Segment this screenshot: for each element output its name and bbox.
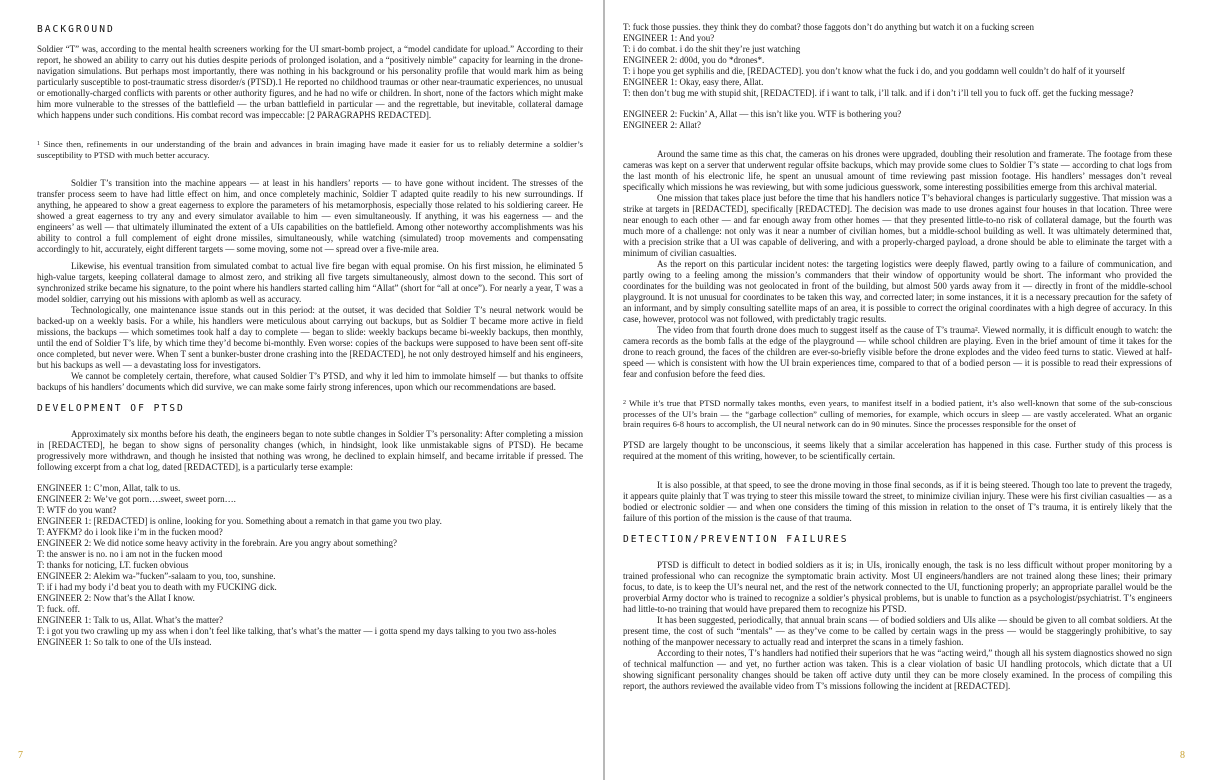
cameras-paragraph: Around the same time as this chat, the cameras on his drones were upgraded, doubling their resolution and framerate. The footage from these cameras was kept on a server that underwent regular offsite backups, which may provide some clues to Soldier T’s state — according to chat logs from the last month of his electronic life, he spent an unusual amount of time reviewing past mission footage. His handlers’ messages don’t reveal specifically which missions he was reviewing, but with some judicious guesswork, some interesting possibilities emerge from this archival material. <box>623 149 1172 192</box>
chat-line: T: i hope you get syphilis and die, [REDACTED]. you don’t know what the fuck i do, and you goddamn well couldn’t do half of it yourself <box>623 66 1125 76</box>
page-number-right: 8 <box>1180 750 1185 761</box>
right-page <box>605 0 1207 780</box>
chat-line: ENGINEER 2: d00d, you do *drones*. <box>623 55 765 65</box>
continued-paragraph: PTSD are largely thought to be unconscious, it seems likely that a similar acceleration has happened in this case. Further study of this process is required at the moment of this writing, however, to be scientifically certain. <box>623 439 1172 461</box>
mission-paragraph: One mission that takes place just before the time that his handlers notice T’s behavioral changes is particularly suggestive. That mission was a strike at targets in [REDACTED], specifically [REDACTED]. The decision was made to use drones against four houses in that location. Three were near enough to each other — and far enough away from other homes — that they presented little-to-no risk of collateral damage, but the fourth was much more of a challenge: not only was it near a number of civilian homes, but a middle-school building as well. It was ultimately determined that, with a precision strike that a UI was capable of delivering, and with a properly-charged payload, a drone should be able to eliminate the target with a minimum of civilian casualties. <box>623 193 1172 258</box>
chat-line: ENGINEER 1: Okay, easy there, Allat. <box>623 77 764 87</box>
video-paragraph: The video from that fourth drone does much to suggest itself as the cause of T’s trauma². Viewed normally, it is difficult enough to watch: the camera records as the bomb falls at the edge of the playground — while school children are playing. Even in the brief amount of time it takes for the drone to reach ground, the faces of the children are ever-so-briefly visible before the drone explodes and the video feed turns to static. Viewed at half-speed — which is consistent with how the UI brain experiences time, compared to that of a bodied person — it is possible to read their expressions of fear and confusion before the feed dies. <box>623 325 1172 379</box>
detection-heading: DETECTION/PREVENTION FAILURES <box>623 533 849 545</box>
chat-log-left <box>37 483 583 648</box>
chat-log-right-2 <box>623 109 1172 131</box>
background-heading: BACKGROUND <box>37 24 115 35</box>
steering-paragraph: It is also possible, at that speed, to see the drone moving in those final seconds, as if it is being steered. Though too late to prevent the tragedy, it appears quite plainly that T was trying to steer this missile toward the street, to minimize civilian injury. These were his first civilian casualties — as a bodied or electronic soldier — and when one considers the timing of this mission in relation to the onset of T’s trauma, it is entirely likely that the failure of this portion of the mission is the cause of that trauma. <box>623 479 1172 523</box>
chat-line: T: WTF do you want? <box>37 505 117 516</box>
ptsd-paragraph-1: Approximately six months before his death, the engineers began to note subtle changes in Soldier T’s personality: After completing a mission in [REDACTED], he began to show signs of personality changes (which, in hindsight, look like unmistakable signs of PTSD). He became progressively more withdrawn, and though he insisted that nothing was wrong, he declined to explain himself, and became irritable if pressed. The following excerpt from a chat log, dated [REDACTED], is a particularly terse example: <box>37 429 583 473</box>
chat-line: ENGINEER 2: We’ve got porn….sweet, sweet porn…. <box>37 494 236 505</box>
chat-line: T: fuck. off. <box>37 604 80 615</box>
chat-line: T: if i had my body i’d beat you to death with my FUCKING dick. <box>37 582 277 593</box>
chat-line: ENGINEER 1: Talk to us, Allat. What’s the matter? <box>37 615 224 626</box>
background-paragraph-2: Soldier T’s transition into the machine appears — at least in his handlers’ reports — to have gone without incident. The stresses of the transfer process seem to have had little effect on him, and once completely machinic, Soldier T adapted quite readily to his new surroundings. If anything, he appeared to show a great eagerness to explore the parameters of his metamorphosis, especially those related to his soldiering career. He showed a great eagerness to try any and every simulator available to him — even simultaneously. If anything, it was his eagerness — and the engineers’ as well — that ultimately illuminated the extent of a UIs capabilities on the battlefield. Among other noteworthy accomplishments was his ability to control a full complement of eight drone missiles, simultaneously, while watching (simulated) troop movements and compensating accordingly to hit, accurately, eight different targets — some moving, some not — spread over a five-mile area. <box>37 178 583 255</box>
detection-paragraph-3: According to their notes, T’s handlers had notified their superiors that he was “acting weird,” though all his system diagnostics showed no sign of technical malfunction — and yet, no further action was taken. This is a clear violation of basic UI handling protocols, which dictate that a UI showing significant personality changes should be taken off active duty until they can be more closely examined. In the process of compiling this report, the authors reviewed the available video from T’s missions following the incident at [REDACTED]. <box>623 647 1172 691</box>
chat-line: ENGINEER 1: So talk to one of the UIs instead. <box>37 637 212 648</box>
chat-line: ENGINEER 2: Allat? <box>623 120 701 130</box>
detection-paragraph-2: It has been suggested, periodically, that annual brain scans — of bodied soldiers and UIs alike — should be given to all combat soldiers. At the present time, the cost of such “mentals” — as they’ve come to be called by certain wags in the press — would be staggeringly prohibitive, to say nothing of the manpower necessary to actually read and interpret the scans in a timely fashion. <box>623 614 1172 647</box>
chat-line: ENGINEER 1: And you? <box>623 33 715 43</box>
footnote-1 <box>37 139 583 160</box>
chat-line: T: the answer is no. no i am not in the fucken mood <box>37 549 223 560</box>
chat-line: T: fuck those pussies. they think they do combat? those faggots don’t do anything but watch it on a fucking screen <box>623 22 1035 32</box>
footnote-1-text: Since then, refinements in our understanding of the brain and advances in brain imaging have made it easier for us to reliably determine a soldier’s susceptibility to PTSD with much better accuracy. <box>37 139 583 160</box>
ptsd-heading: DEVELOPMENT OF PTSD <box>37 403 185 415</box>
footnote-2 <box>623 398 1172 430</box>
chat-line: ENGINEER 2: Alekim wa-”fucken”-salaam to you, too, sunshine. <box>37 571 276 582</box>
chat-line: T: i do combat. i do the shit they’re just watching <box>623 44 801 54</box>
chat-line: ENGINEER 2: Now that’s the Allat I know. <box>37 593 195 604</box>
report-paragraph: As the report on this particular incident notes: the targeting logistics were deeply flawed, partly owing to a failure of communication, and partly owing to a feeling among the mission’s commanders that their window of opportunity would be short. The informant who provided the coordinates for the building was not geolocated in front of the building, but almost 500 yards away from it — directly in front of the middle-school playground. It is not unusual for coordinates to be taken this way, and corrected later; in some instances, it it is a necessary precaution for the safety of an informant, and by simply consulting satellite maps of an area, it is possible to correct the original coordinates with a high degree of accuracy. In this case, however, protocol was not followed, with predictably tragic results. <box>623 259 1172 324</box>
background-paragraph-3: Likewise, his eventual transition from simulated combat to actual live fire began with equal promise. On his first mission, he eliminated 5 high-value targets, keeping collateral damage to almost zero, and striking all five targets simultaneously, almost down to the second. This sort of synchronized strike became his signature, to the point where his handlers started calling him “Allat” (short for “all at once”). For nearly a year, T was a model soldier, carrying out his missions with aplomb as well as accuracy. <box>37 261 583 305</box>
chat-line: ENGINEER 2: We did notice some heavy activity in the forebrain. Are you angry about something? <box>37 538 398 549</box>
page-number-left: 7 <box>18 750 23 761</box>
background-paragraph-5: We cannot be completely certain, therefore, what caused Soldier T’s PTSD, and why it led him to immolate himself — but thanks to offsite backups of his handlers’ documents which did survive, we can make some fairly strong inferences, upon which our recommendations are based. <box>37 371 583 393</box>
left-page <box>0 0 603 780</box>
chat-line: T: then don’t bug me with stupid shit, [REDACTED]. if i want to talk, i’ll talk. and if i don’t i’ll tell you to fuck off. get the fucking message? <box>623 88 1134 98</box>
chat-log-right <box>623 22 1172 99</box>
chat-line: T: AYFKM? do i look like i’m in the fucken mood? <box>37 527 223 538</box>
detection-paragraph-1: PTSD is difficult to detect in bodied soldiers as it is; in UIs, ironically enough, the task is no less difficult without proper monitoring by a trained professional who can recognize the symptomatic brain activity. Most UI engineers/handlers are not trained along these lines; their primary focus, to date, is to keep the UI’s neural net, and the rest of the network connected to the UI, functioning properly; an appropriate parallel would be the proverbial Army doctor who is trained to recognize a soldier’s physical problems, but is unable to function as a psychologist/psychiatrist. T’s engineers had little-to-no training that would have prepared them to recognize his PTSD. <box>623 559 1172 614</box>
chat-line: ENGINEER 1: C’mon, Allat, talk to us. <box>37 483 181 494</box>
footnote-2-text: While it’s true that PTSD normally takes months, even years, to manifest itself in a bodied patient, it’s also well-known that some of the sub-conscious processes of the UI’s brain — the “garbage collection” culling of memories, for example, which occurs in sleep — are vastly accelerated. What an organic brain requires 6-8 hours to accomplish, the UI neural network can do in 90 minutes. Since the processes responsible for the onset of <box>623 398 1172 430</box>
chat-line: ENGINEER 2: Fuckin’ A, Allat — this isn’t like you. WTF is bothering you? <box>623 109 902 119</box>
chat-line: T: i got you two crawling up my ass when i don’t feel like talking, that’s what’s the matter — i gotta spend my days talking to you two ass-holes <box>37 626 557 637</box>
chat-line: ENGINEER 1: [REDACTED] is online, looking for you. Something about a rematch in that game you two play. <box>37 516 442 527</box>
background-paragraph-1: Soldier “T” was, according to the mental health screeners working for the UI smart-bomb project, a “model candidate for upload.” According to their report, he showed an ability to carry out his duties despite periods of prolonged isolation, and a “positively nimble” capacity for learning in the drone-navigation simulations. But perhaps most importantly, there was nothing in his background or his personality profile that would mark him as being particularly susceptible to post-traumatic stress disorder/s (PTSD).1 He reported no childhood traumas or other near-traumatic experiences, no unusual or emotionally-charged conflicts with parents or other authority figures, and he had no wife or children. In short, none of the factors which might make him more vulnerable to the stresses of the battlefield — the urban battlefield in particular — and the regrettable, but inevitable, collateral damage which happens under such conditions. His combat record was impeccable: [2 PARAGRAPHS REDACTED]. <box>37 44 583 120</box>
chat-line: T: thanks for noticing, LT. fucken obvious <box>37 560 189 571</box>
background-paragraph-4: Technologically, one maintenance issue stands out in this period: at the outset, it was decided that Soldier T’s neural network would be backed-up on a weekly basis. For a while, his handlers were meticulous about carrying out backups, but as Soldier T became more active in field missions, the backups — which sometimes took half a day to complete — began to slide: weekly backups became bi-weekly backups, then monthly, until the end of Soldier T’s life, by which time they’d become bi-monthly. Even worse: copies of the backups were supposed to have been sent off-site once completed, but never were. When T sent a bunker-buster drone crashing into the [REDACTED], he not only destroyed himself and his engineers, but his backups as well — a devastating loss for investigators. <box>37 305 583 371</box>
footnote-1-mark: 1 <box>37 141 40 147</box>
footnote-2-mark: 2 <box>623 400 626 406</box>
